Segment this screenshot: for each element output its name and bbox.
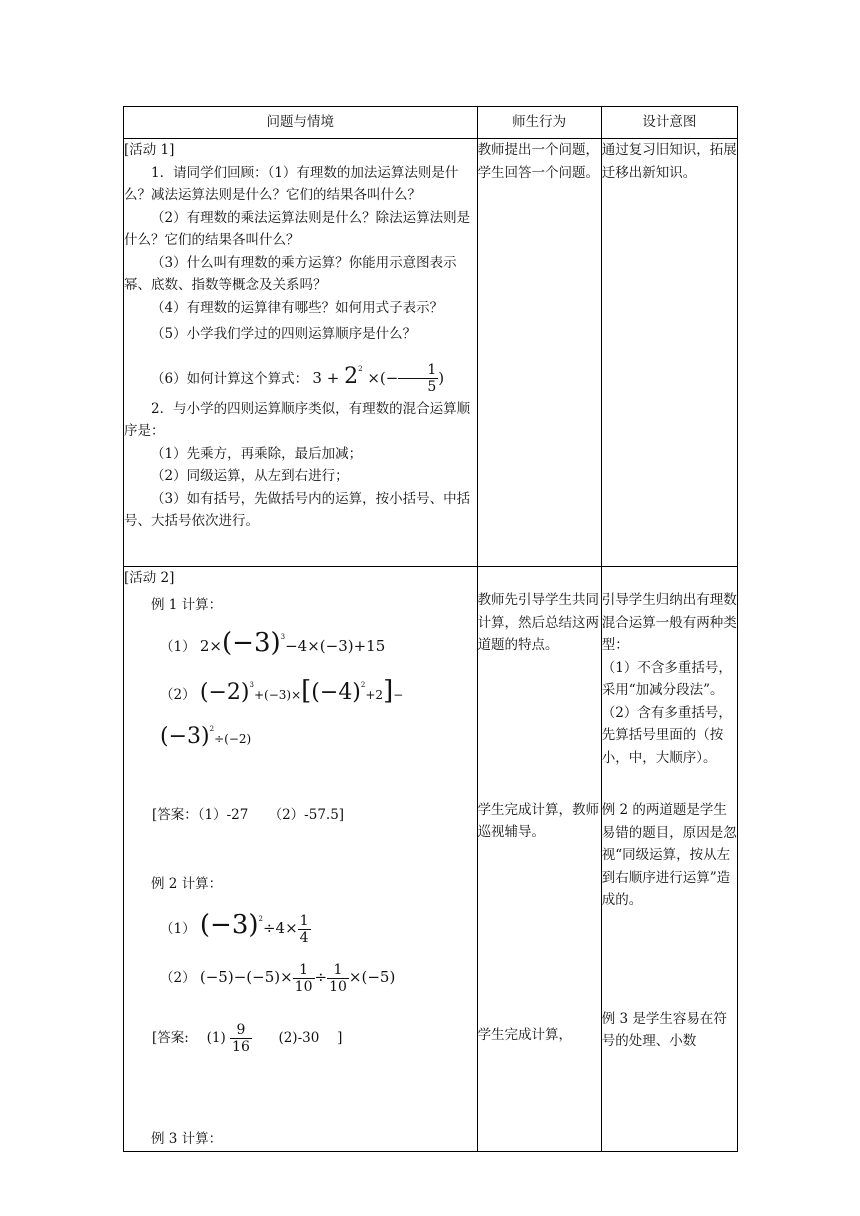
activity2-behavior-1: 教师先引导学生共同计算，然后总结这两道题的特点。 xyxy=(477,592,600,653)
ex2-q1-expression xyxy=(199,910,311,946)
expr-part: − xyxy=(393,688,404,702)
ex1-q1 xyxy=(124,622,477,662)
ex2-q2-fraction xyxy=(293,962,315,995)
header-intent: 设计意图 xyxy=(601,107,737,139)
activity1-intent: 通过复习旧知识，拓展迁移出新知识。 xyxy=(601,142,737,181)
expr-exp: 2 xyxy=(209,725,215,733)
expr-exp: 2 xyxy=(360,681,366,689)
q6-close: ) xyxy=(438,368,445,387)
order-line: （3）如有括号，先做括号内的运算，按小括号、中括号、大括号依次进行。 xyxy=(124,490,471,529)
q6-term: 3 xyxy=(312,368,322,387)
activity2-problem-cell xyxy=(124,567,478,1152)
activity1-behavior-cell xyxy=(477,139,601,567)
ex2-q2-expression xyxy=(199,961,396,995)
activity2-behavior-cell xyxy=(477,567,601,1152)
expr-part: ÷4× xyxy=(262,919,298,937)
fraction-numerator: 9 xyxy=(230,1022,252,1039)
ex1-q1-expression xyxy=(199,628,386,658)
header-behavior: 师生行为 xyxy=(477,107,601,139)
expr-part: −4×(−3)+15 xyxy=(285,637,386,655)
fraction-denominator: 10 xyxy=(294,978,313,995)
activity2-intent-1b: （1）不含多重括号，采用“加减分段法”。 xyxy=(601,659,732,698)
activity1-line: 1．请同学们回顾：（1）有理数的加法运算法则是什么？减法运算法则是什么？它们的结果各叫什么？ xyxy=(124,164,459,203)
activity2-intent-1a: 引导学生归纳出有理数混合运算一般有两种类型： xyxy=(601,592,737,653)
fraction-numerator: 1 xyxy=(398,362,438,379)
ex2-answer-fraction xyxy=(230,1022,252,1055)
expr-base: (−3) xyxy=(160,724,210,749)
ex2-q1-label: （1） xyxy=(160,921,196,937)
ex3-title: 例 3 计算： xyxy=(151,1131,223,1147)
q6-op: ×(− xyxy=(367,368,399,387)
expr-bracket: ] xyxy=(383,676,394,706)
ex1-q1-label: （1） xyxy=(160,639,196,655)
expr-base: (−2) xyxy=(199,680,250,705)
expr-exp: 3 xyxy=(249,681,254,689)
order-line: （1）先乘方，再乘除，最后加减； xyxy=(151,445,363,462)
ex2-q2-label: （2） xyxy=(160,970,196,986)
expr-part: ÷(−2) xyxy=(214,732,252,746)
q6-expression xyxy=(312,362,445,395)
expr-part: ×(−5) xyxy=(348,968,396,986)
activity1-intent-cell xyxy=(601,139,737,567)
q6-base: 2 xyxy=(344,363,359,389)
order-line: （2）同级运算，从左到右进行； xyxy=(151,468,349,484)
fraction-denominator: 16 xyxy=(232,1039,250,1055)
activity2-intent-1c: （2）含有多重括号，先算括号里面的（按小，中，大顺序）。 xyxy=(601,704,732,766)
activity2-intent-cell xyxy=(601,567,737,1152)
q6-prefix: （6）如何计算这个算式： xyxy=(151,370,309,387)
ex2-q1-fraction xyxy=(298,913,311,946)
ex1-q2 xyxy=(124,668,477,756)
activity1-line: （2）有理数的乘法运算法则是什么？除法运算法则是什么？它们的结果各叫什么？ xyxy=(124,209,471,248)
header-row xyxy=(124,107,738,139)
activity2-tag: [活动 2] xyxy=(124,570,175,586)
expr-base: (−4) xyxy=(311,680,361,705)
expr-part: (−5)−(−5)× xyxy=(199,968,293,986)
activity2-row xyxy=(124,567,738,1152)
ex2-title: 例 2 计算： xyxy=(151,875,223,892)
expr-part: ÷ xyxy=(314,968,328,986)
header-problem: 问题与情境 xyxy=(124,107,478,139)
expr-part: 2× xyxy=(199,637,223,655)
activity1-line: （3）什么叫有理数的乘方运算？你能用示意图表示幂、底数、指数等概念及关系吗？ xyxy=(124,254,457,293)
activity2-intent-2: 例 2 的两道题是学生易错的题目，原因是忽视“同级运算，按从左到右顺序进行运算”造成的。 xyxy=(601,802,737,908)
expr-exp: 3 xyxy=(280,633,286,641)
q6-fraction xyxy=(398,362,438,395)
expr-bracket: [ xyxy=(301,676,312,706)
activity1-behavior: 教师提出一个问题，学生回答一个问题。 xyxy=(477,142,600,181)
ex2-answer xyxy=(124,1018,477,1058)
fraction-numerator: 1 xyxy=(299,912,309,929)
expr-base: (−3) xyxy=(199,910,259,940)
fraction-denominator: 5 xyxy=(427,379,437,395)
ex1-q2-label: （2） xyxy=(160,687,196,703)
activity2-behavior-2: 学生完成计算，教师巡视辅导。 xyxy=(477,801,600,840)
q6-exp: 2 xyxy=(358,364,363,373)
expr-part: +2 xyxy=(365,688,384,702)
ex1-q2-expression xyxy=(160,676,404,749)
order-line: 2．与小学的四则运算顺序类似，有理数的混合运算顺序是： xyxy=(124,400,471,439)
activity1-row xyxy=(124,139,738,567)
activity2-behavior-3: 学生完成计算， xyxy=(477,1026,573,1043)
activity2-intent-3: 例 3 是学生容易在符号的处理、小数 xyxy=(601,1010,727,1049)
lesson-plan-table xyxy=(123,106,738,1152)
ex1-answer: [答案：（1）-27 （2）-57.5] xyxy=(152,807,345,823)
fraction-numerator: 1 xyxy=(327,962,349,979)
ex1-title: 例 1 计算： xyxy=(151,596,223,613)
activity1-problem-cell xyxy=(124,139,478,567)
expr-base: (−3) xyxy=(222,628,281,658)
expr-exp: 2 xyxy=(258,915,263,923)
ex2-q2-fraction xyxy=(327,962,349,995)
fraction-numerator: 1 xyxy=(293,962,315,979)
fraction-denominator: 4 xyxy=(299,929,309,946)
activity1-line: （4）有理数的运算律有哪些？如何用式子表示？ xyxy=(151,299,444,316)
expr-part: +(−3)× xyxy=(253,688,302,702)
ex2-q2 xyxy=(124,957,477,998)
activity1-line: （5）小学我们学过的四则运算顺序是什么？ xyxy=(151,326,417,342)
fraction-denominator: 10 xyxy=(329,978,347,995)
ex2-q1 xyxy=(124,899,477,949)
ex2-answer-suffix: (2)-30 ] xyxy=(278,1030,343,1046)
ex2-answer-prefix: [答案: (1) xyxy=(152,1030,226,1046)
q6-op: + xyxy=(326,368,340,387)
activity1-q6 xyxy=(124,352,477,396)
activity1-tag: [活动 1] xyxy=(124,142,175,158)
